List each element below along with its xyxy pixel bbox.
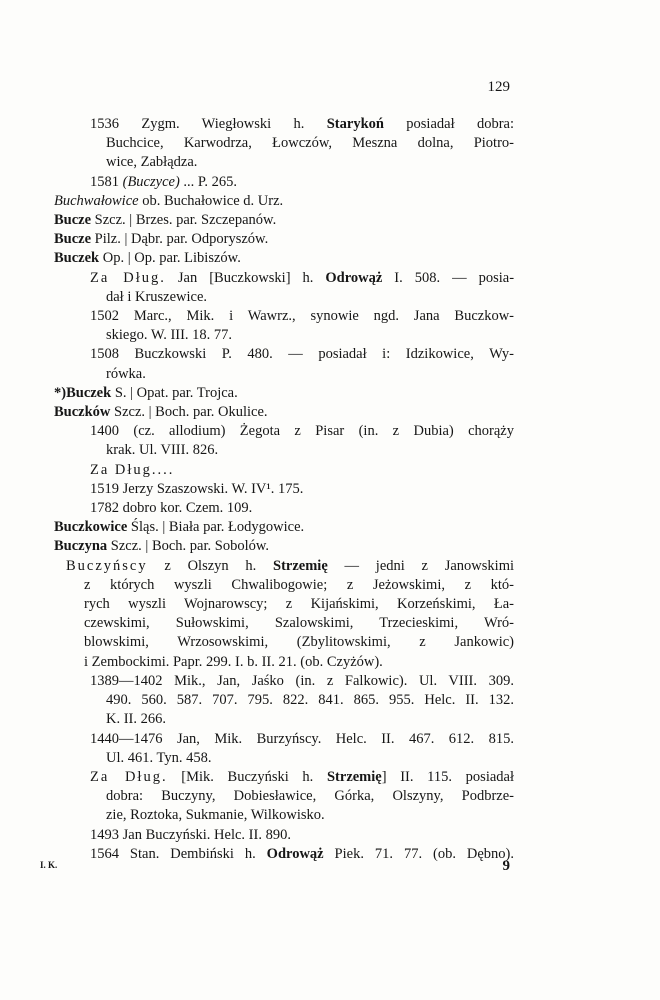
text-segment: zie, Roztoka, Sukmanie, Wilkowisko.: [106, 807, 325, 824]
text-segment: rych wyszli Wojnarowscy; z Kijańskimi, Korzeńskimi, Ła-: [84, 596, 514, 613]
text-line: [54, 537, 514, 556]
text-segment: krak. Ul. VIII. 826.: [106, 442, 219, 459]
text-segment: z których wyszli Chwalibogowie; z Jeżowskimi, z któ-: [84, 576, 514, 593]
bold-text: Odrowąż: [266, 845, 324, 862]
bold-text: Buczyna: [54, 538, 108, 555]
text-line: [54, 384, 514, 403]
text-segment: wice, Zabłądza.: [106, 154, 198, 171]
text-segment: czewskimi, Sułowskimi, Szalowskimi, Trzecieskimi, Wró-: [84, 615, 514, 632]
text-segment: skiego. W. III. 18. 77.: [106, 327, 233, 344]
text-segment: Szcz. | Boch. par. Sobolów.: [107, 538, 270, 555]
italic-text: Buchwałowice: [54, 192, 139, 209]
text-line: [106, 710, 514, 729]
text-line: [106, 749, 514, 768]
body-text: [54, 115, 514, 864]
text-line: [84, 653, 514, 672]
text-line: [66, 557, 514, 576]
bold-text: Bucze: [54, 231, 92, 248]
text-line: [106, 806, 514, 825]
text-segment: 1502 Marc., Mik. i Wawrz., synowie ngd. Jana Buczkow-: [90, 308, 514, 325]
text-line: [84, 576, 514, 595]
text-line: [106, 365, 514, 384]
footer-signature: I. K.: [40, 860, 58, 870]
text-segment: z Olszyn h.: [147, 557, 274, 574]
bold-text: Starykoń: [326, 116, 384, 132]
text-line: [90, 768, 514, 787]
bold-text: Strzemię: [326, 768, 382, 785]
text-line: [90, 826, 514, 845]
text-segment: 1389—1402 Mik., Jan, Jaśko (in. z Falkowic). Ul. VIII. 309.: [90, 672, 514, 689]
text-segment: Śląs. | Biała par. Łodygowice.: [127, 519, 305, 536]
text-segment: Jan [Buczkowski] h.: [165, 269, 326, 286]
text-segment: 490. 560. 587. 707. 795. 822. 841. 865. 955. Helc. II. 132.: [106, 692, 514, 709]
text-line: [90, 115, 514, 134]
text-segment: 1400 (cz. allodium) Żegota z Pisar (in. z Dubia) chorąży: [90, 423, 514, 440]
bold-text: Strzemię: [273, 557, 328, 574]
text-line: [106, 326, 514, 345]
text-segment: I. 508. — posia-: [382, 269, 515, 286]
bold-text: Bucze: [54, 212, 92, 229]
text-line: [54, 518, 514, 537]
text-segment: Pilz. | Dąbr. par. Odporyszów.: [91, 231, 269, 248]
text-line: [90, 730, 514, 749]
italic-text: (Buczyce): [122, 173, 180, 190]
text-segment: ] II. 115. posiadał: [381, 768, 515, 785]
text-segment: 1493 Jan Buczyński. Helc. II. 890.: [90, 826, 291, 843]
text-line: [90, 480, 514, 499]
text-segment: 1519 Jerzy Szaszowski. W. IV¹. 175.: [90, 480, 304, 497]
text-segment: 1536 Zygm. Wiegłowski h.: [90, 116, 327, 132]
text-segment: 1564 Stan. Dembiński h.: [90, 845, 267, 862]
text-segment: Op. | Op. par. Libiszów.: [99, 250, 241, 267]
text-segment: rówka.: [106, 365, 146, 382]
text-segment: Za Dług....: [90, 461, 175, 478]
text-segment: Szcz. | Boch. par. Okulice.: [110, 404, 268, 421]
text-segment: posiadał dobra:: [383, 116, 514, 132]
text-line: [84, 614, 514, 633]
text-line: [90, 845, 514, 864]
text-segment: Za Dług.: [90, 768, 168, 785]
text-segment: 1440—1476 Jan, Mik. Burzyńscy. Helc. II. 467. 612. 815.: [90, 730, 514, 747]
text-line: [106, 787, 514, 806]
text-segment: [Mik. Buczyński h.: [167, 768, 327, 785]
text-segment: — jedni z Janowskimi: [327, 557, 514, 574]
text-line: [90, 269, 514, 288]
text-segment: Piek. 71. 77. (ob. Dębno).: [323, 845, 515, 862]
text-line: [54, 192, 514, 211]
text-segment: Buczyńscy: [66, 557, 148, 574]
footer-sheet-number: 9: [502, 858, 510, 874]
text-segment: i Zembockimi. Papr. 299. I. b. II. 21. (ob. Czyżów).: [84, 653, 383, 670]
text-segment: 1782 dobro kor. Czem. 109.: [90, 500, 253, 517]
text-line: [90, 422, 514, 441]
text-line: [90, 499, 514, 518]
bold-text: Buczków: [54, 404, 111, 421]
text-line: [84, 633, 514, 652]
text-segment: dał i Kruszewice.: [106, 288, 208, 305]
text-line: [90, 307, 514, 326]
text-segment: K. II. 266.: [106, 711, 167, 728]
text-line: [54, 230, 514, 249]
bold-text: *)Buczek: [54, 384, 112, 401]
text-segment: Szcz. | Brzes. par. Szczepanów.: [91, 212, 277, 229]
text-line: [106, 288, 514, 307]
text-line: [106, 441, 514, 460]
text-segment: Buchcice, Karwodrza, Łowczów, Meszna dolna, Piotro-: [106, 135, 514, 152]
text-segment: ... P. 265.: [179, 173, 237, 190]
text-segment: blowskimi, Wrzosowskimi, (Zbylitowskimi, z Jankowic): [84, 634, 514, 651]
text-segment: Za Dług.: [90, 269, 166, 286]
bold-text: Buczek: [54, 250, 100, 267]
text-line: [84, 595, 514, 614]
text-segment: Ul. 461. Tyn. 458.: [106, 749, 212, 766]
text-line: [54, 403, 514, 422]
text-segment: dobra: Buczyny, Dobiesławice, Górka, Olszyny, Podbrze-: [106, 788, 514, 805]
text-line: [90, 173, 514, 192]
text-line: [106, 153, 514, 172]
text-line: [54, 211, 514, 230]
text-line: [90, 461, 514, 480]
text-line: [54, 249, 514, 268]
text-segment: 1581: [90, 173, 123, 190]
text-line: [106, 691, 514, 710]
text-line: [90, 345, 514, 364]
text-segment: S. | Opat. par. Trojca.: [111, 384, 238, 401]
page-number: 129: [487, 79, 510, 95]
bold-text: Buczkowice: [54, 519, 128, 536]
bold-text: Odrowąż: [325, 269, 383, 286]
text-segment: 1508 Buczkowski P. 480. — posiadał i: Idzikowice, Wy-: [90, 346, 514, 363]
text-line: [106, 134, 514, 153]
text-line: [90, 672, 514, 691]
text-segment: ob. Buchałowice d. Urz.: [138, 192, 284, 209]
